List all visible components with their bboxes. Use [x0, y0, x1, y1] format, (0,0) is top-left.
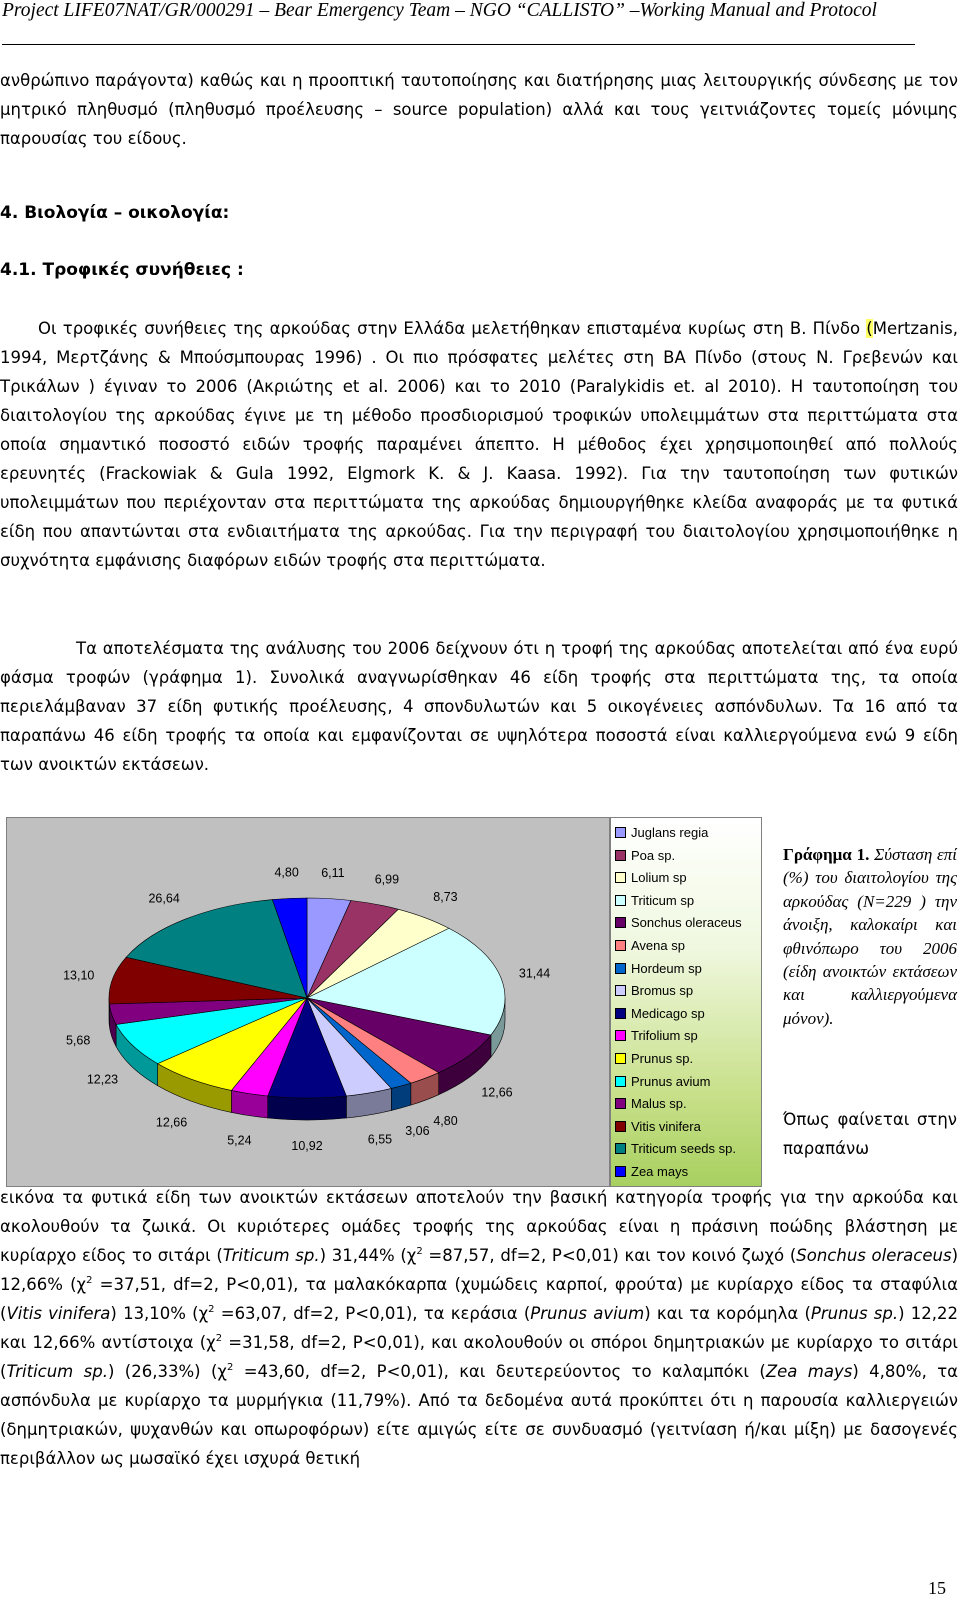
chi-sup-2: 2: [86, 1275, 93, 1286]
chi-sup-5: 2: [226, 1362, 234, 1373]
pie-svg: [7, 818, 609, 1186]
legend-label-4: Sonchus oleraceus: [631, 915, 742, 931]
side-text: Όπως φαίνεται στην παραπάνω: [783, 1110, 957, 1158]
legend-swatch-6: [615, 963, 626, 974]
pie-data-label-11: 12,23: [86, 1072, 119, 1087]
after-text-2: ) 31,44% (χ: [319, 1246, 417, 1265]
legend-label-12: Malus sp.: [631, 1096, 687, 1112]
legend-label-7: Bromus sp: [631, 983, 694, 999]
section-heading: 4. Βιολογία – οικολογία:: [0, 203, 230, 223]
legend-item-11: [615, 1074, 710, 1089]
legend-label-10: Prunus sp.: [631, 1051, 694, 1066]
species-prunus: Prunus sp.: [810, 1304, 899, 1323]
pie-data-label-6: 3,06: [405, 1123, 430, 1138]
legend-label-11: Prunus avium: [631, 1073, 711, 1089]
legend-item-5: [615, 938, 685, 953]
chart-legend: [610, 817, 762, 1187]
legend-item-0: [615, 825, 708, 840]
pie-data-label-2: 8,73: [433, 889, 458, 904]
chi-sup-1: 2: [416, 1246, 423, 1257]
legend-item-1: [615, 848, 675, 863]
legend-swatch-13: [615, 1121, 626, 1132]
legend-swatch-12: [615, 1098, 626, 1109]
legend-swatch-0: [615, 827, 626, 838]
intro-paragraph: ανθρώπινο παράγοντα) καθώς και η προοπτική ταυτοποίησης και διατήρησης μιας λειτουργικής σύνδεσης με τον μητρικό πληθυσμό (πληθυσμό προέλευσης – source population) αλλά και τους γειτνιάζοντες τομείς μόνιμης παρουσίας του είδους.: [0, 71, 958, 148]
legend-swatch-5: [615, 940, 626, 951]
highlighted-paren: (: [866, 319, 873, 338]
legend-item-14: [615, 1141, 736, 1156]
legend-label-0: Juglans regia: [631, 825, 709, 840]
main-paragraph: [0, 314, 958, 575]
legend-swatch-15: [615, 1166, 626, 1177]
legend-item-3: [615, 893, 694, 908]
legend-label-6: Hordeum sp: [631, 960, 702, 976]
pie-data-label-1: 6,99: [374, 872, 400, 887]
pie-data-label-3: 31,44: [518, 966, 551, 981]
after-text-10: =31,58, df=2, P<0,01), και ακολουθούν οι σπόροι δημητριακών με κυρίαρχο το σιτάρι (: [0, 1333, 959, 1381]
pie-slice-side-8: [268, 1096, 347, 1120]
chart-plot-area: [6, 817, 610, 1187]
after-text-8: ) και τα κορόμηλα (: [644, 1304, 811, 1323]
pie-data-label-7: 6,55: [367, 1132, 393, 1147]
legend-item-13: [615, 1119, 701, 1134]
caption-text: Σύσταση επί (%) του διαιτολογίου της αρκούδας (N=229 ) την άνοιξη, καλοκαίρι και φθινόπωρο του 2006 (είδη ανοικτών εκτάσεων και καλλιεργούμενα μόνον).: [783, 845, 957, 1028]
legend-swatch-10: [615, 1053, 626, 1064]
legend-swatch-1: [615, 850, 626, 861]
species-vitis: Vitis vinifera: [6, 1304, 111, 1323]
subsection-heading: 4.1. Τροφικές συνήθειες :: [0, 260, 244, 280]
after-paragraph: [0, 1183, 958, 1473]
legend-item-10: [615, 1051, 693, 1066]
pie-data-label-10: 12,66: [155, 1115, 188, 1130]
pie-data-label-13: 13,10: [63, 968, 95, 983]
header-divider: [2, 44, 915, 45]
pie-data-label-15: 4,80: [274, 865, 299, 880]
species-zea: Zea mays: [765, 1362, 853, 1381]
legend-item-8: [615, 1006, 705, 1021]
legend-item-2: [615, 870, 687, 885]
after-text-7: =63,07, df=2, P<0,01), τα κεράσια (: [214, 1304, 531, 1323]
legend-item-12: [615, 1096, 687, 1111]
pie-data-label-0: 6,11: [321, 865, 345, 880]
figure-caption: [783, 843, 957, 1030]
legend-swatch-2: [615, 872, 626, 883]
pie-data-label-14: 26,64: [148, 891, 180, 906]
after-text-11: ) (26,33%) (χ: [107, 1362, 227, 1381]
after-text-5: =37,51, df=2, P<0,01), τα μαλακόκαρπα (χυμώδεις καρποί, φρούτα) με κυρίαρχο είδος τα σταφύλια (: [0, 1275, 958, 1323]
after-text-4: ) 12,66% (χ: [0, 1246, 958, 1294]
legend-swatch-7: [615, 985, 626, 996]
legend-label-9: Trifolium sp: [631, 1028, 698, 1044]
legend-item-9: [615, 1028, 698, 1043]
legend-item-4: [615, 915, 742, 930]
caption-title: Γράφημα 1.: [783, 845, 870, 864]
page-number: 15: [928, 1578, 946, 1598]
diet-pie-chart: [6, 817, 759, 1187]
chi-sup-4: 2: [215, 1333, 223, 1344]
legend-swatch-4: [615, 917, 626, 928]
pie-data-label-5: 4,80: [433, 1114, 458, 1129]
after-text-9: ) 12,22 και 12,66% αντίστοιχα (χ: [0, 1304, 959, 1352]
main-paragraph-part1: Οι τροφικές συνήθειες της αρκούδας στην Ελλάδα μελετήθηκαν επισταμένα κυρίως στη Β. Πίνδο: [38, 319, 867, 338]
legend-label-3: Triticum sp: [631, 892, 695, 908]
legend-swatch-3: [615, 895, 626, 906]
species-triticum: Triticum sp.: [222, 1246, 320, 1265]
after-text-3: =87,57, df=2, P<0,01) και τον κοινό ζωχό (: [422, 1246, 797, 1265]
results-paragraph: Τα αποτελέσματα της ανάλυσης του 2006 δείχνουν ότι η τροφή της αρκούδας αποτελείται από ένα ευρύ φάσμα τροφών (γράφημα 1). Συνολικά αναγνωρίσθηκαν 46 είδη τροφής στα περιττώματα της, τα οποία περιελάμβαναν 37 είδη φυτικής προέλευσης, 4 σπονδυλωτών και 5 οικογένειες ασπόνδυλων. Τα 16 από τα παραπάνω 46 είδη τροφής τα οποία και εμφανίζονται σε υψηλότερα ποσοστά είναι καλλιεργούμενα ενώ 9 είδη των ανοικτών εκτάσεων.: [0, 639, 958, 774]
after-text-1: εικόνα τα φυτικά είδη των ανοικτών εκτάσεων αποτελούν την βασική κατηγορία τροφής για την αρκούδα και ακολουθούν τα ζωικά. Οι κυριότερες ομάδες τροφής της αρκούδας είναι η πράσινη ποώδης βλάστηση με κυρίαρχο είδος το σιτάρι (: [0, 1188, 958, 1265]
legend-swatch-9: [615, 1030, 626, 1041]
pie-data-label-12: 5,68: [65, 1033, 91, 1048]
running-header: Project LIFE07NAT/GR/000291 – Bear Emergency Team – NGO “CALLISTO” –Working Manual and Protocol: [2, 0, 877, 21]
after-text-6: ) 13,10% (χ: [110, 1304, 209, 1323]
legend-item-15: [615, 1164, 688, 1179]
legend-swatch-8: [615, 1008, 626, 1019]
pie-data-label-4: 12,66: [481, 1085, 513, 1100]
legend-label-15: Zea mays: [631, 1164, 689, 1179]
legend-label-5: Avena sp: [631, 938, 685, 953]
legend-label-2: Lolium sp: [631, 870, 687, 886]
species-sonchus: Sonchus oleraceus: [796, 1246, 952, 1265]
after-text-13: ) 4,80%, τα ασπόνδυλα με κυρίαρχο τα μυρμήγκια (11,79%). Από τα δεδομένα αυτά προκύπτει ότι η παρουσία καλλιεργειών (δημητριακών, ψυχανθών και οπωροφόρων) είτε αμιγώς είτε σε συνδυασμό (γειτνίαση ή/και μίξη) με δασογενές περιβάλλον ως μωσαϊκό έχει ισχυρά θετική: [0, 1362, 959, 1468]
after-text-12: =43,60, df=2, P<0,01), και δευτερεύοντος το καλαμπόκι (: [233, 1362, 766, 1381]
chi-sup-3: 2: [208, 1304, 215, 1315]
species-triticum-2: Triticum sp.: [6, 1362, 108, 1381]
legend-swatch-14: [615, 1143, 626, 1154]
main-paragraph-part2: Mertzanis, 1994, Μερτζάνης & Μπούσμπουρας 1996) . Οι πιο πρόσφατες μελέτες στη ΒΑ Πίνδο (στους Ν. Γρεβενών και Τρικάλων ) έγιναν το 2006 (Ακριώτης et al. 2006) και το 2010 (Paralykidis et. al 2010). Η ταυτοποίηση του διαιτολογίου της αρκούδας έγινε με τη μέθοδο προσδιορισμού τροφικών υπολειμμάτων στα περιττώματα στα οποία σημαντικό ποσοστό ειδών τροφής παραμένει άπεπτο. Η μέθοδος έχει χρησιμοποιηθεί από πολλούς ερευνητές (Frackowiak & Gula 1992, Elgmork K. & J. Kaasa. 1992). Για την ταυτοποίηση των φυτικών υπολειμμάτων που περιέχονταν στα περιττώματα της αρκούδας δημιουργήθηκε κλείδα αναφοράς με τα φυτικά είδη που απαντώνται στα ενδιαιτήματα της αρκούδας. Για την περιγραφή του διαιτολογίου χρησιμοποιήθηκε η συχνότητα εμφάνισης διαφόρων ειδών τροφής στα περιττώματα.: [0, 319, 958, 570]
pie-data-label-9: 5,24: [227, 1133, 252, 1148]
legend-label-14: Triticum seeds sp.: [631, 1141, 736, 1157]
legend-swatch-11: [615, 1076, 626, 1087]
legend-item-7: [615, 983, 693, 998]
legend-label-1: Poa sp.: [631, 847, 676, 863]
legend-label-13: Vitis vinifera: [631, 1118, 701, 1134]
pie-data-label-8: 10,92: [291, 1139, 323, 1153]
species-prunus-avium: Prunus avium: [530, 1304, 645, 1323]
legend-label-8: Medicago sp: [631, 1005, 705, 1021]
legend-item-6: [615, 961, 702, 976]
